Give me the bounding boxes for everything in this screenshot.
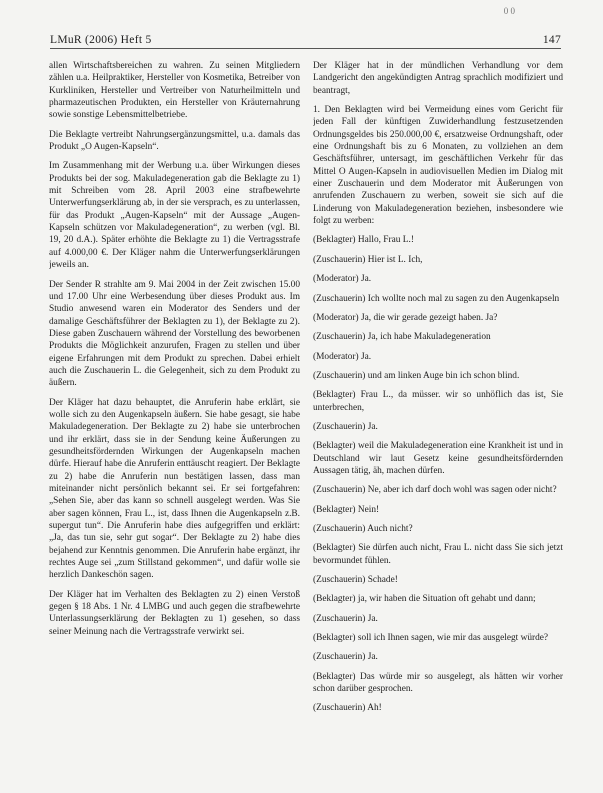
dialogue-line: (Zuschauerin) und am linken Auge bin ich schon blind. [313,370,520,381]
dialogue-line: (Beklagter) Frau L., da müsser. wir so unhöflich das ist, Sie unterbrechen, [313,390,563,413]
paragraph: Der Kläger hat dazu behauptet, die Anruferin habe erklärt, sie wolle sich zu den Augenkapseln äußern. Sie habe gesagt, sie habe Makuladegeneration. Der Beklagte zu 2) habe sie unterbrochen und ihr erklärt, dass sie in der Sendung keine Äußerungen zu gesundheitsfördernden Wirkungen der Augenkapseln machen dürfe. Hierauf habe die Anruferin enttäuscht reagiert. Der Beklagte zu 2) habe die Anruferin nun bestätigen lassen, dass man miteinander nicht persönlich bekannt sei. Er sei fortgefahren: „Sehen Sie, aber das kann so schnell ausgelegt werden. Was Sie aber sagen können, Frau L., ist, dass Ihnen die Augenkapseln z.B. supergut tun“. Die Anruferin habe dies aufgegriffen und erklärt: „Ja, das tun sie, sehr gut sogar“. Der Beklagte zu 2) habe dies bejahend zur Kenntnis genommen. Die Anruferin habe ergänzt, ihr rechtes Auge sei „zum Stillstand gekommen“, und dafür wolle sie herzlich Dankeschön sagen. [49,397,300,581]
dialogue-line: (Beklagter) ja, wir haben die Situation oft gehabt und dann; [313,594,536,605]
dialogue-line: (Beklagter) Sie dürfen auch nicht, Frau L. nicht dass Sie sich jetzt bevormundet fühlen. [313,543,563,566]
right-column [313,60,563,780]
dialogue-line: (Zuschauerin) Ja. [313,421,378,432]
dialogue-line: (Beklagter) Hallo, Frau L.! [313,235,414,246]
dialogue-line: (Moderator) Ja, die wir gerade gezeigt haben. Ja? [313,312,498,323]
paragraph: 1. Den Beklagten wird bei Vermeidung eines vom Gericht für jeden Fall der künftigen Zuwiderhandlung festzusetzenden Ordnungsgeldes bis 250.000,00 €, ersatzweise Ordnungshaft, oder eine Ordnungshaft bis zu 6 Monaten, zu vollziehen an dem Geschäftsführer, untersagt, im geschäftlichen Verkehr für das Mittel O Augen-Kapseln in audiovisuellen Medien im Dialog mit einer Zuschauerin und dem Moderator mit Äußerungen von anrufenden Zuschauern zu werben, soweit sie sich auf die Linderung von Makuladegeneration beziehen, insbesondere wie folgt zu werben: [313,105,563,227]
dialogue-line: (Zuschauerin) Hier ist L. Ich, [313,254,423,265]
dialogue-line: (Zuschauerin) Ne, aber ich darf doch wohl was sagen oder nicht? [313,485,557,496]
dialogue-line: (Zuschauerin) Ich wollte noch mal zu sagen zu den Augenkapseln [313,293,560,304]
dialogue-line: (Moderator) Ja. [313,351,372,362]
paragraph: Im Zusammenhang mit der Werbung u.a. über Wirkungen dieses Produkts bei der sog. Makuladegeneration gab die Beklagte zu 1) mit Schreiben vom 28. April 2003 eine strafbewehrte Unterwerfungserklärung ab, in der sie versprach, es zu unterlassen, für das Produkt „Augen-Kapseln“ mit der Aussage „Augen-Kapseln schützen vor Makuladegeneration“, zu werben (vgl. Bl. 19, 20 d.A.). Später erhöhte die Beklagte zu 1) die Vertragsstrafe auf 4.000,00 €. Der Kläger nahm die Unterwerfungserklärungen jeweils an. [49,161,300,271]
dialogue-line: (Moderator) Ja. [313,274,372,285]
header-rule [50,48,561,49]
paragraph: Der Sender R strahlte am 9. Mai 2004 in der Zeit zwischen 15.00 und 17.00 Uhr eine Werbesendung über dieses Produkt aus. Im Studio anwesend waren ein Moderator des Senders und der damalige Geschäftsführer der Beklagten zu 1), der Beklagte zu 2). Diese gaben Zuschauern während der Vorstellung des beworbenen Produkts die Möglichkeit anzurufen, Fragen zu stellen und über eigene Erfahrungen mit dem Produkt zu sprechen. Dabei erhielt auch die Zuschauerin L. die Gelegenheit, sich zu dem Produkt zu äußern. [49,279,300,389]
journal-reference: LMuR (2006) Heft 5 [50,34,152,46]
dialogue-line: (Zuschauerin) Auch nicht? [313,523,413,534]
paragraph: allen Wirtschaftsbereichen zu wahren. Zu seinen Mitgliedern zählen u.a. Heilpraktiker, Hersteller von Kosmetika, Betreiber von Kurkliniken, Hersteller und Vertreiber von Naturheilmitteln und pharmazeutischen Produkten, ein Hersteller von Kräuternahrung sowie sonstige Lebensmittelbetriebe. [49,61,300,121]
dialogue-line: (Zuschauerin) Ja. [313,652,378,663]
dialogue-line: (Beklagter) Das würde mir so ausgelegt, als hätten wir vorher schon darüber gesprochen. [313,671,563,695]
dialogue-line: (Zuschauerin) Ja, ich habe Makuladegeneration [313,332,491,343]
dialogue-line: (Zuschauerin) Ja. [313,613,378,624]
corner-mark: 0 0 [503,6,515,16]
left-column [49,60,300,780]
paragraph: Der Kläger hat im Verhalten des Beklagten zu 2) einen Verstoß gegen § 18 Abs. 1 Nr. 4 LMBG und auch gegen die strafbewehrte Unterlassungserklärung der Beklagten zu 1) gesehen, so dass seiner Meinung nach die Vertragsstrafe verwirkt sei. [49,589,300,637]
dialogue-line: (Zuschauerin) Ah! [313,703,382,714]
page-number: 147 [542,34,561,46]
paragraph: Der Kläger hat in der mündlichen Verhandlung vor dem Landgericht den angekündigten Antrag sprachlich modifiziert und beantragt, [313,61,563,96]
running-header [50,28,561,46]
dialogue-line: (Beklagter) soll ich Ihnen sagen, wie mir das ausgelegt würde? [313,633,549,644]
dialogue-line: (Zuschauerin) Schade! [313,575,398,585]
paragraph: Die Beklagte vertreibt Nahrungsergänzungsmittel, u.a. damals das Produkt „O Augen-Kapseln“. [49,129,300,153]
dialogue-line: (Beklagter) weil die Makuladegeneration eine Krankheit ist und in Deutschland wir laut Gesetz keine gesundheitsfördernden Aussagen tätig, äh, machen dürfen. [313,441,563,476]
dialogue-line: (Beklagter) Nein! [313,504,380,515]
